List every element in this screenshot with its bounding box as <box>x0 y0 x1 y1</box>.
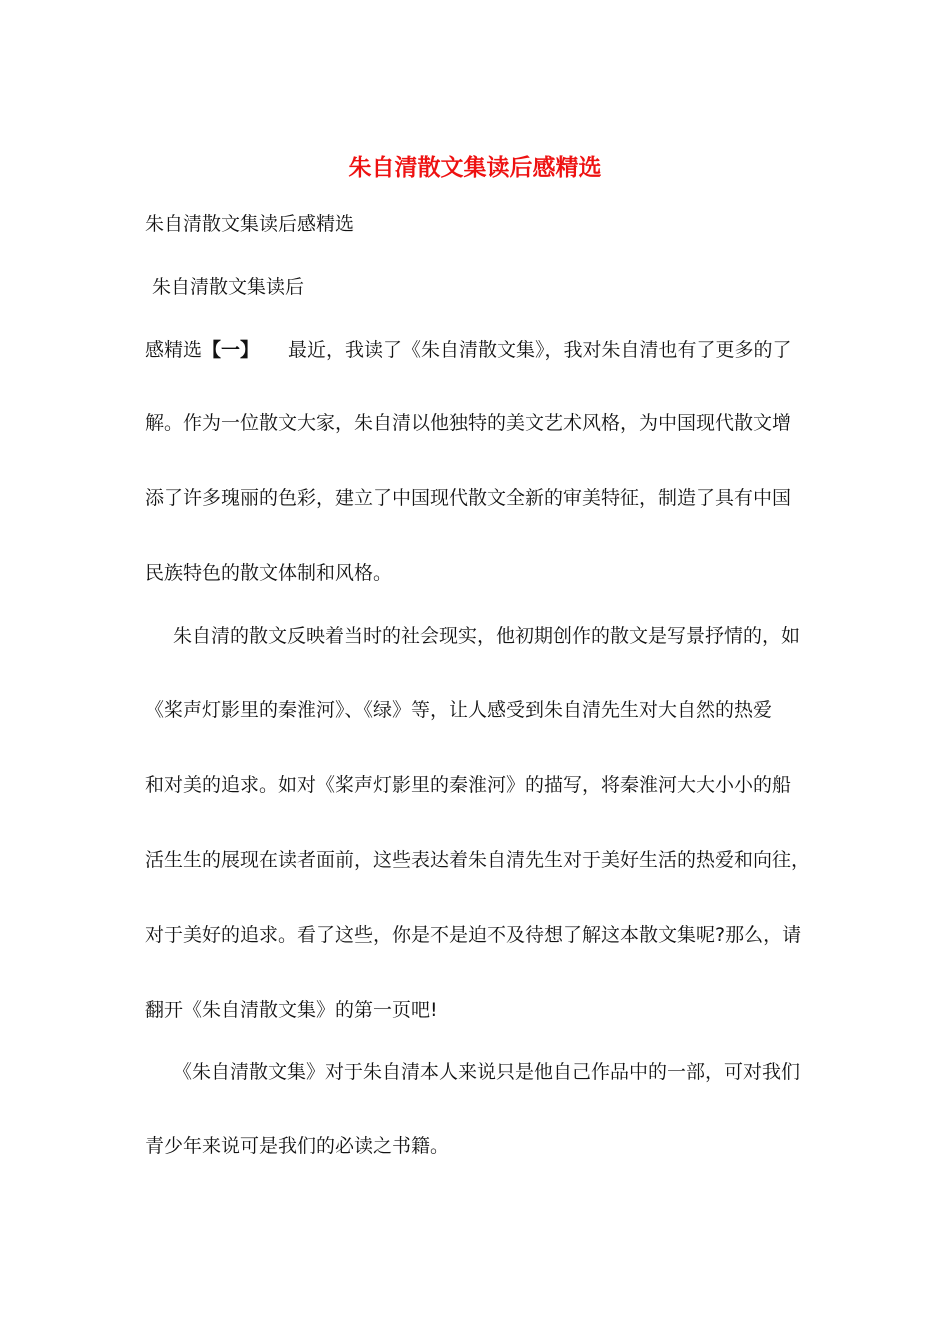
paragraph-line: 对于美好的追求。看了这些，你是不是迫不及待想了解这本散文集呢?那么，请 <box>145 924 802 946</box>
paragraph-line: 添了许多瑰丽的色彩，建立了中国现代散文全新的审美特征，制造了具有中国 <box>145 487 792 509</box>
paragraph-line: 青少年来说可是我们的必读之书籍。 <box>145 1135 450 1157</box>
paragraph-line: 最近，我读了《朱自清散文集》，我对朱自清也有了更多的了 <box>288 339 792 361</box>
paragraph-line: 《朱自清散文集》对于朱自清本人来说只是他自己作品中的一部，可对我们 <box>173 1061 801 1083</box>
section-label: 感精选 <box>145 339 203 361</box>
paragraph-line: 《桨声灯影里的秦淮河》、《绿》等，让人感受到朱自清先生对大自然的热爱 <box>145 699 773 721</box>
document-title: 朱自清散文集读后感精选 <box>348 154 602 181</box>
subtitle-line-2: 朱自清散文集读后 <box>152 276 305 298</box>
subtitle-line: 朱自清散文集读后感精选 <box>145 213 355 235</box>
paragraph-line: 和对美的追求。如对《桨声灯影里的秦淮河》的描写，将秦淮河大大小小的船 <box>145 774 792 796</box>
paragraph-line: 活生生的展现在读者面前，这些表达着朱自清先生对于美好生活的热爱和向往， <box>145 849 811 871</box>
paragraph-line: 民族特色的散文体制和风格。 <box>145 562 393 584</box>
paragraph-line: 翻开《朱自清散文集》的第一页吧! <box>145 999 438 1021</box>
paragraph-line: 朱自清的散文反映着当时的社会现实，他初期创作的散文是写景抒情的，如 <box>173 625 801 647</box>
paragraph-line: 解。作为一位散文大家，朱自清以他独特的美文艺术风格，为中国现代散文增 <box>145 412 792 434</box>
section-number: 【一】 <box>202 339 260 361</box>
